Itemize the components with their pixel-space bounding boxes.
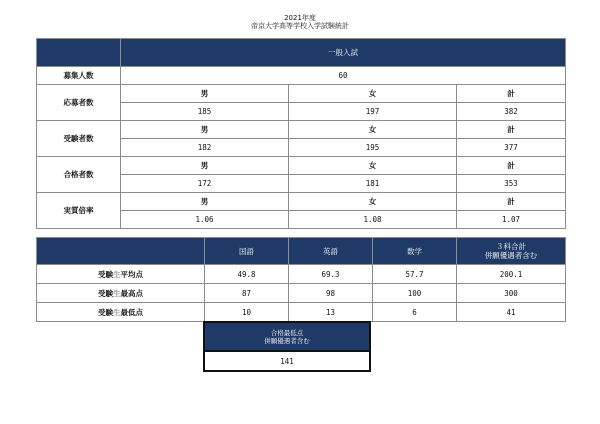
title-year: 2021年度 [284,14,316,22]
label-part-gray: 生 [113,307,121,317]
math-header: 数学 [373,238,457,265]
category-header: 一般入試 [121,39,566,67]
table-row [37,157,566,175]
average-math: 57.7 [373,265,457,284]
table-row [37,265,566,284]
label-part: 平均点 [120,269,143,279]
recruits-row [37,67,566,85]
label-part: 受験 [98,269,113,279]
score-stats-table [36,237,566,322]
ratio-male: 1.06 [121,211,289,229]
male-header: 男 [121,157,289,175]
total-header: 計 [457,193,566,211]
max-math: 100 [373,284,457,303]
passers-male: 172 [121,175,289,193]
total-header: 計 [457,85,566,103]
female-header: 女 [289,157,457,175]
min-english: 13 [289,303,373,322]
combined-value: 141 [204,351,370,371]
min-math: 6 [373,303,457,322]
title-school: 帝京大学高等学校入学試験統計 [251,22,349,30]
female-header: 女 [289,85,457,103]
english-header: 英語 [289,238,373,265]
table-row [37,193,566,211]
combined-min-score-table [203,321,371,372]
total-header-line1: ３科合計 [496,242,526,251]
female-header: 女 [289,193,457,211]
label-part: 受験 [98,288,113,298]
passers-total: 353 [457,175,566,193]
min-label [37,303,205,322]
average-label [37,265,205,284]
max-japanese: 87 [205,284,289,303]
three-subject-total-header [457,238,566,265]
table-row [37,121,566,139]
ratio-female: 1.08 [289,211,457,229]
male-header: 男 [121,85,289,103]
label-part: 最高点 [120,288,143,298]
score-header-row [37,238,566,265]
table-row [37,85,566,103]
total-header: 計 [457,121,566,139]
ratio-label: 実質倍率 [37,193,121,229]
blank-header-cell [37,39,121,67]
passers-female: 181 [289,175,457,193]
examinees-male: 182 [121,139,289,157]
admission-stats-table [36,38,566,229]
applicants-male: 185 [121,103,289,121]
average-japanese: 49.8 [205,265,289,284]
label-part-gray: 生 [113,288,121,298]
male-header: 男 [121,193,289,211]
table-row [37,303,566,322]
max-english: 98 [289,284,373,303]
examinees-female: 195 [289,139,457,157]
combined-header [204,322,370,351]
japanese-header: 国語 [205,238,289,265]
combined-header-row [204,322,370,351]
applicants-female: 197 [289,103,457,121]
average-english: 69.3 [289,265,373,284]
passers-label: 合格者数 [37,157,121,193]
applicants-label: 応募者数 [37,85,121,121]
table-row [37,284,566,303]
min-total: 41 [457,303,566,322]
applicants-total: 382 [457,103,566,121]
category-header-row [37,39,566,67]
examinees-total: 377 [457,139,566,157]
combined-header-line1: 合格最低点 [270,328,304,337]
label-part: 受験 [98,307,113,317]
label-part: 最低点 [120,307,143,317]
female-header: 女 [289,121,457,139]
male-header: 男 [121,121,289,139]
max-label [37,284,205,303]
min-japanese: 10 [205,303,289,322]
combined-header-line2: 併願優遇者含む [264,336,310,345]
examinees-label: 受験者数 [37,121,121,157]
total-header: 計 [457,157,566,175]
label-part-gray: 生 [113,269,121,279]
average-total: 200.1 [457,265,566,284]
total-header-line2: 併願優遇者含む [484,251,538,260]
blank-header-cell [37,238,205,265]
recruits-label: 募集人数 [37,67,121,85]
recruits-value: 60 [121,67,566,85]
combined-value-row [204,351,370,371]
max-total: 300 [457,284,566,303]
ratio-total: 1.07 [457,211,566,229]
